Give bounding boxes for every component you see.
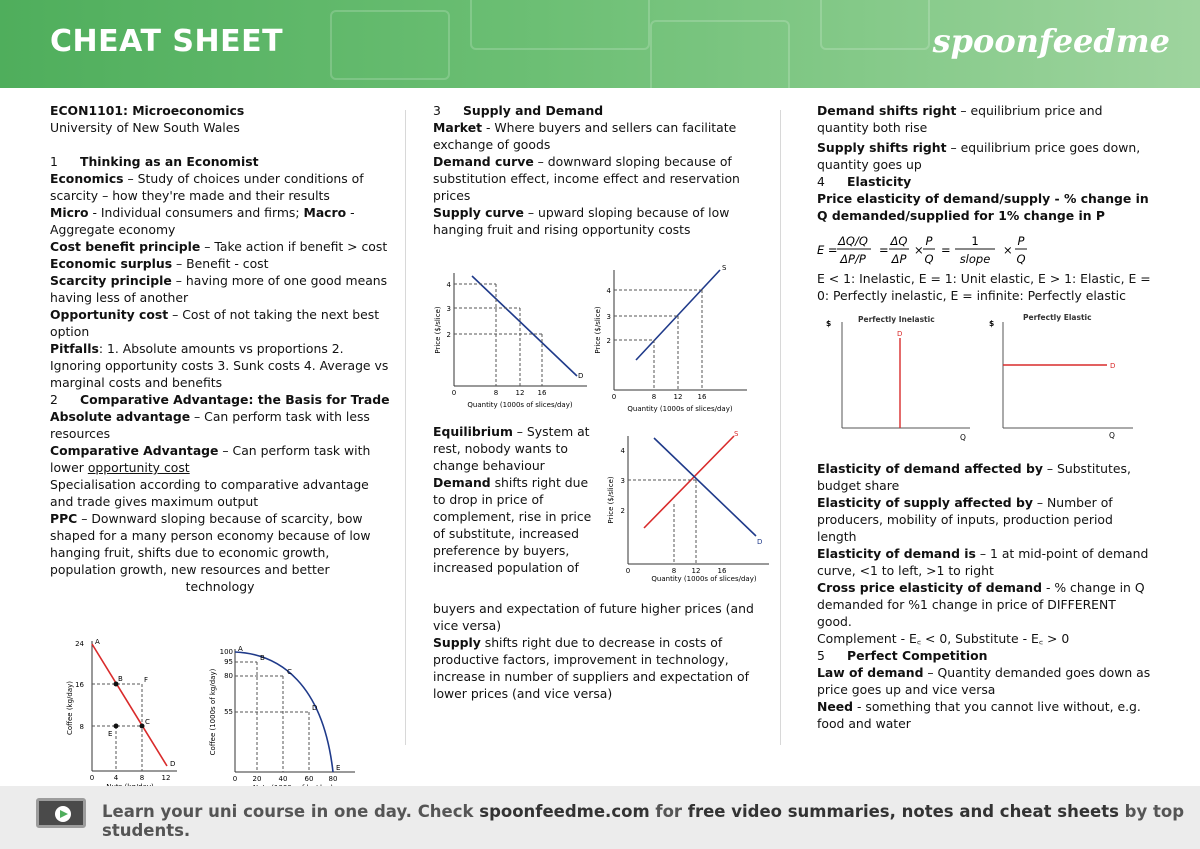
price-elasticity-title: Price elasticity of demand/supply - % change in Q demanded/supplied for 1% change in P bbox=[817, 191, 1149, 223]
point-label: B bbox=[260, 654, 265, 662]
formula-symbol: = bbox=[941, 243, 951, 257]
decorative-frame bbox=[470, 0, 650, 50]
supply-curve bbox=[644, 436, 734, 528]
y-tick: 4 bbox=[446, 281, 451, 289]
ppc-tail: technology bbox=[185, 579, 255, 594]
def-need: Need - something that you cannot live without, e.g. food and water bbox=[817, 699, 1141, 731]
equilibrium-graph bbox=[604, 428, 774, 586]
decorative-frame bbox=[650, 20, 790, 88]
column-2 bbox=[433, 102, 773, 238]
x-tick: 0 bbox=[611, 393, 617, 401]
def-market: Market - Where buyers and sellers can facilitate exchange of goods bbox=[433, 120, 737, 152]
formula-symbol: = bbox=[879, 243, 889, 257]
y-axis-label: Price ($/slice) bbox=[434, 306, 442, 354]
y-tick: 8 bbox=[79, 723, 84, 731]
curve-label: D bbox=[578, 372, 584, 380]
column-1 bbox=[50, 102, 390, 595]
section-heading-4: 4 Elasticity bbox=[817, 174, 912, 189]
y-axis-label: Price ($/slice) bbox=[594, 306, 602, 354]
formula-symbol: E = bbox=[817, 243, 838, 257]
x-tick: 12 bbox=[161, 774, 171, 782]
elasticity-values-block bbox=[817, 270, 1152, 304]
formula-term: Q bbox=[924, 252, 934, 266]
y-tick: 3 bbox=[620, 477, 625, 485]
ppc-curve bbox=[235, 652, 333, 772]
def-elasticity-demand-is: Elasticity of demand is – 1 at mid-point of demand curve, <1 to left, >1 to right bbox=[817, 546, 1149, 578]
formula-term: 1 bbox=[971, 234, 979, 248]
x-axis-label: Q bbox=[1109, 431, 1115, 440]
x-tick: 80 bbox=[328, 775, 338, 783]
ppc-bowed-graph bbox=[205, 644, 365, 794]
x-tick: 8 bbox=[671, 567, 677, 575]
brand-logo[interactable]: spoonfeedme bbox=[932, 22, 1170, 60]
y-tick: 16 bbox=[75, 681, 84, 689]
def-law-of-demand: Law of demand – Quantity demanded goes down as price goes up and vice versa bbox=[817, 665, 1151, 697]
column-3 bbox=[817, 102, 1152, 224]
column-divider bbox=[405, 110, 406, 745]
x-axis-label: Quantity (1000s of slices/day) bbox=[627, 405, 733, 413]
perfectly-inelastic-graph bbox=[820, 310, 980, 445]
curve-label: S bbox=[722, 264, 727, 272]
supply-graph bbox=[592, 262, 752, 414]
y-tick: 4 bbox=[606, 287, 611, 295]
point-label: C bbox=[145, 718, 150, 726]
def-supply-shift: Supply shifts right due to decrease in costs of productive factors, improvement in technology, increase in number of suppliers and expectation of lower prices (and vice versa) bbox=[433, 635, 749, 701]
def-demand-shift: Demand shifts right due to drop in price of complement, rise in price of substitute, increased preference by buyers, increased population of bbox=[433, 475, 592, 575]
y-tick: 2 bbox=[620, 507, 625, 515]
y-axis-label: $ bbox=[826, 319, 832, 328]
decorative-frame bbox=[820, 0, 930, 50]
def-economics: Economics – Study of choices under conditions of scarcity – how they're made and their results bbox=[50, 171, 364, 203]
point-e bbox=[114, 724, 119, 729]
equilibrium-block bbox=[433, 423, 598, 576]
formula-term: slope bbox=[959, 252, 991, 266]
demand-graph bbox=[432, 268, 592, 416]
def-absolute-advantage: Absolute advantage – Can perform task with less resources bbox=[50, 409, 370, 441]
curve-label: S bbox=[734, 430, 739, 438]
x-axis-label: Quantity (1000s of slices/day) bbox=[467, 401, 573, 409]
y-axis-label: Coffee (1000s of kg/day) bbox=[209, 668, 217, 756]
formula-term: P bbox=[925, 234, 933, 248]
formula-symbol: × bbox=[914, 243, 924, 257]
page-title: CHEAT SHEET bbox=[50, 24, 284, 59]
formula-term: ΔP bbox=[891, 252, 907, 266]
y-axis-label: Price ($/slice) bbox=[607, 476, 615, 524]
x-tick: 0 bbox=[625, 567, 631, 575]
def-supply-curve: Supply curve – upward sloping because of low hanging fruit and rising opportunity costs bbox=[433, 205, 730, 237]
complement-substitute: Complement - E꜀ < 0, Substitute - E꜀ > 0 bbox=[817, 631, 1070, 646]
def-pitfalls: Pitfalls: 1. Absolute amounts vs proportions 2. Ignoring opportunity costs 3. Sunk costs 4. Average vs marginal costs and benefits bbox=[50, 341, 389, 390]
y-tick: 4 bbox=[620, 447, 625, 455]
def-elasticity-supply-factors: Elasticity of supply affected by – Number of producers, mobility of inputs, production period length bbox=[817, 495, 1113, 544]
def-opportunity-cost: Opportunity cost – Cost of not taking the next best option bbox=[50, 307, 380, 339]
def-cross-price-elasticity: Cross price elasticity of demand - % change in Q demanded for %1 change in price of DIFFERENT good. bbox=[817, 580, 1145, 629]
demand-shift-tail-block bbox=[433, 600, 773, 702]
x-tick: 60 bbox=[304, 775, 314, 783]
y-tick: 2 bbox=[606, 337, 611, 345]
point-label: A bbox=[238, 645, 243, 653]
curve-label: D bbox=[1110, 362, 1116, 370]
def-cost-benefit: Cost benefit principle – Take action if benefit > cost bbox=[50, 239, 388, 254]
y-tick: 95 bbox=[224, 658, 233, 666]
formula-symbol: × bbox=[1003, 243, 1013, 257]
y-tick: 2 bbox=[446, 331, 451, 339]
point-label: B bbox=[118, 675, 123, 683]
formula-term: ΔQ bbox=[890, 234, 908, 248]
footer-banner bbox=[0, 786, 1200, 849]
x-tick: 0 bbox=[89, 774, 95, 782]
formula-term: ΔP/P bbox=[840, 252, 866, 266]
x-tick: 8 bbox=[493, 389, 499, 397]
x-tick: 8 bbox=[651, 393, 657, 401]
ppc-line bbox=[92, 644, 167, 766]
def-micro-macro: Micro - Individual consumers and firms; Macro - Aggregate economy bbox=[50, 205, 355, 237]
y-axis-label: Coffee (kg/day) bbox=[66, 680, 74, 736]
y-tick: 100 bbox=[219, 648, 233, 656]
decorative-frame bbox=[330, 10, 450, 80]
header-banner bbox=[0, 0, 1200, 88]
point-label: D bbox=[170, 760, 176, 768]
section-heading-1: 1 Thinking as an Economist bbox=[50, 154, 259, 169]
column-divider bbox=[780, 110, 781, 745]
def-surplus: Economic surplus – Benefit - cost bbox=[50, 256, 269, 271]
video-play-icon[interactable] bbox=[36, 798, 86, 828]
def-demand-curve: Demand curve – downward sloping because of substitution effect, income effect and reservation prices bbox=[433, 154, 740, 203]
specialisation-text: Specialisation according to comparative advantage and trade gives maximum output bbox=[50, 477, 369, 509]
y-tick: 80 bbox=[224, 672, 233, 680]
elasticity-formula bbox=[817, 234, 1067, 268]
def-scarcity: Scarcity principle – having more of one good means having less of another bbox=[50, 273, 388, 305]
def-ppc: PPC – Downward sloping because of scarcity, bow shaped for a many person economy because of low hanging fruit, shifts due to economic growth, population growth, new resources and better bbox=[50, 511, 371, 577]
y-tick: 55 bbox=[224, 708, 233, 716]
graph-title: Perfectly Elastic bbox=[1023, 313, 1092, 322]
point-label: D bbox=[312, 704, 318, 712]
def-demand-shifts-right: Demand shifts right – equilibrium price and quantity both rise bbox=[817, 103, 1103, 135]
x-tick: 0 bbox=[451, 389, 457, 397]
x-tick: 12 bbox=[691, 567, 701, 575]
perfectly-elastic-graph bbox=[985, 310, 1145, 445]
point-label: F bbox=[144, 676, 149, 684]
point-label: E bbox=[108, 730, 113, 738]
point-c bbox=[140, 724, 145, 729]
section-heading-5: 5 Perfect Competition bbox=[817, 648, 988, 663]
x-tick: 0 bbox=[232, 775, 238, 783]
formula-term: Q bbox=[1016, 252, 1026, 266]
x-tick: 40 bbox=[278, 775, 288, 783]
x-tick: 12 bbox=[515, 389, 525, 397]
formula-term: ΔQ/Q bbox=[838, 234, 868, 248]
column-3-lower bbox=[817, 460, 1152, 732]
university: University of New South Wales bbox=[50, 120, 240, 135]
formula-term: P bbox=[1017, 234, 1025, 248]
y-tick: 24 bbox=[75, 640, 84, 648]
footer-promo-text: Learn your uni course in one day. Check spoonfeedme.com for free video summaries, notes and cheat sheets by top students. bbox=[102, 802, 1185, 840]
ppc-linear-graph bbox=[62, 636, 182, 791]
elasticity-categories: E < 1: Inelastic, E = 1: Unit elastic, E > 1: Elastic, E = 0: Perfectly inelastic, E = infinite: Perfectly elastic bbox=[817, 271, 1151, 303]
def-elasticity-demand-factors: Elasticity of demand affected by – Substitutes, budget share bbox=[817, 461, 1131, 493]
def-supply-shifts-right: Supply shifts right – equilibrium price goes down, quantity goes up bbox=[817, 140, 1141, 172]
demand-curve bbox=[654, 438, 756, 536]
footer-link[interactable]: spoonfeedme.com bbox=[479, 802, 650, 821]
curve-label: D bbox=[757, 538, 763, 546]
point-label: A bbox=[95, 638, 100, 646]
x-tick: 16 bbox=[717, 567, 727, 575]
opportunity-cost-link[interactable]: opportunity cost bbox=[87, 460, 190, 475]
x-tick: 8 bbox=[139, 774, 145, 782]
def-equilibrium: Equilibrium – System at rest, nobody wants to change behaviour bbox=[433, 424, 590, 473]
y-tick: 3 bbox=[606, 313, 611, 321]
def-comparative-advantage: Comparative Advantage – Can perform task with lower opportunity cost bbox=[50, 443, 371, 475]
play-triangle-icon bbox=[60, 810, 68, 818]
demand-curve bbox=[472, 276, 577, 376]
x-tick: 16 bbox=[697, 393, 707, 401]
x-tick: 4 bbox=[113, 774, 119, 782]
x-tick: 20 bbox=[252, 775, 262, 783]
section-heading-3: 3 Supply and Demand bbox=[433, 103, 604, 118]
section-heading-2: 2 Comparative Advantage: the Basis for Trade bbox=[50, 392, 390, 407]
point-label: E bbox=[336, 764, 341, 772]
course-title: ECON1101: Microeconomics bbox=[50, 103, 245, 118]
graph-title: Perfectly Inelastic bbox=[858, 315, 935, 324]
x-axis-label: Q bbox=[960, 433, 966, 442]
x-tick: 16 bbox=[537, 389, 547, 397]
y-tick: 3 bbox=[446, 305, 451, 313]
demand-shift-tail: buyers and expectation of future higher prices (and vice versa) bbox=[433, 601, 754, 633]
y-axis-label: $ bbox=[989, 319, 995, 328]
curve-label: D bbox=[897, 330, 903, 338]
x-tick: 12 bbox=[673, 393, 683, 401]
point-label: C bbox=[287, 668, 292, 676]
x-axis-label: Quantity (1000s of slices/day) bbox=[651, 575, 757, 583]
